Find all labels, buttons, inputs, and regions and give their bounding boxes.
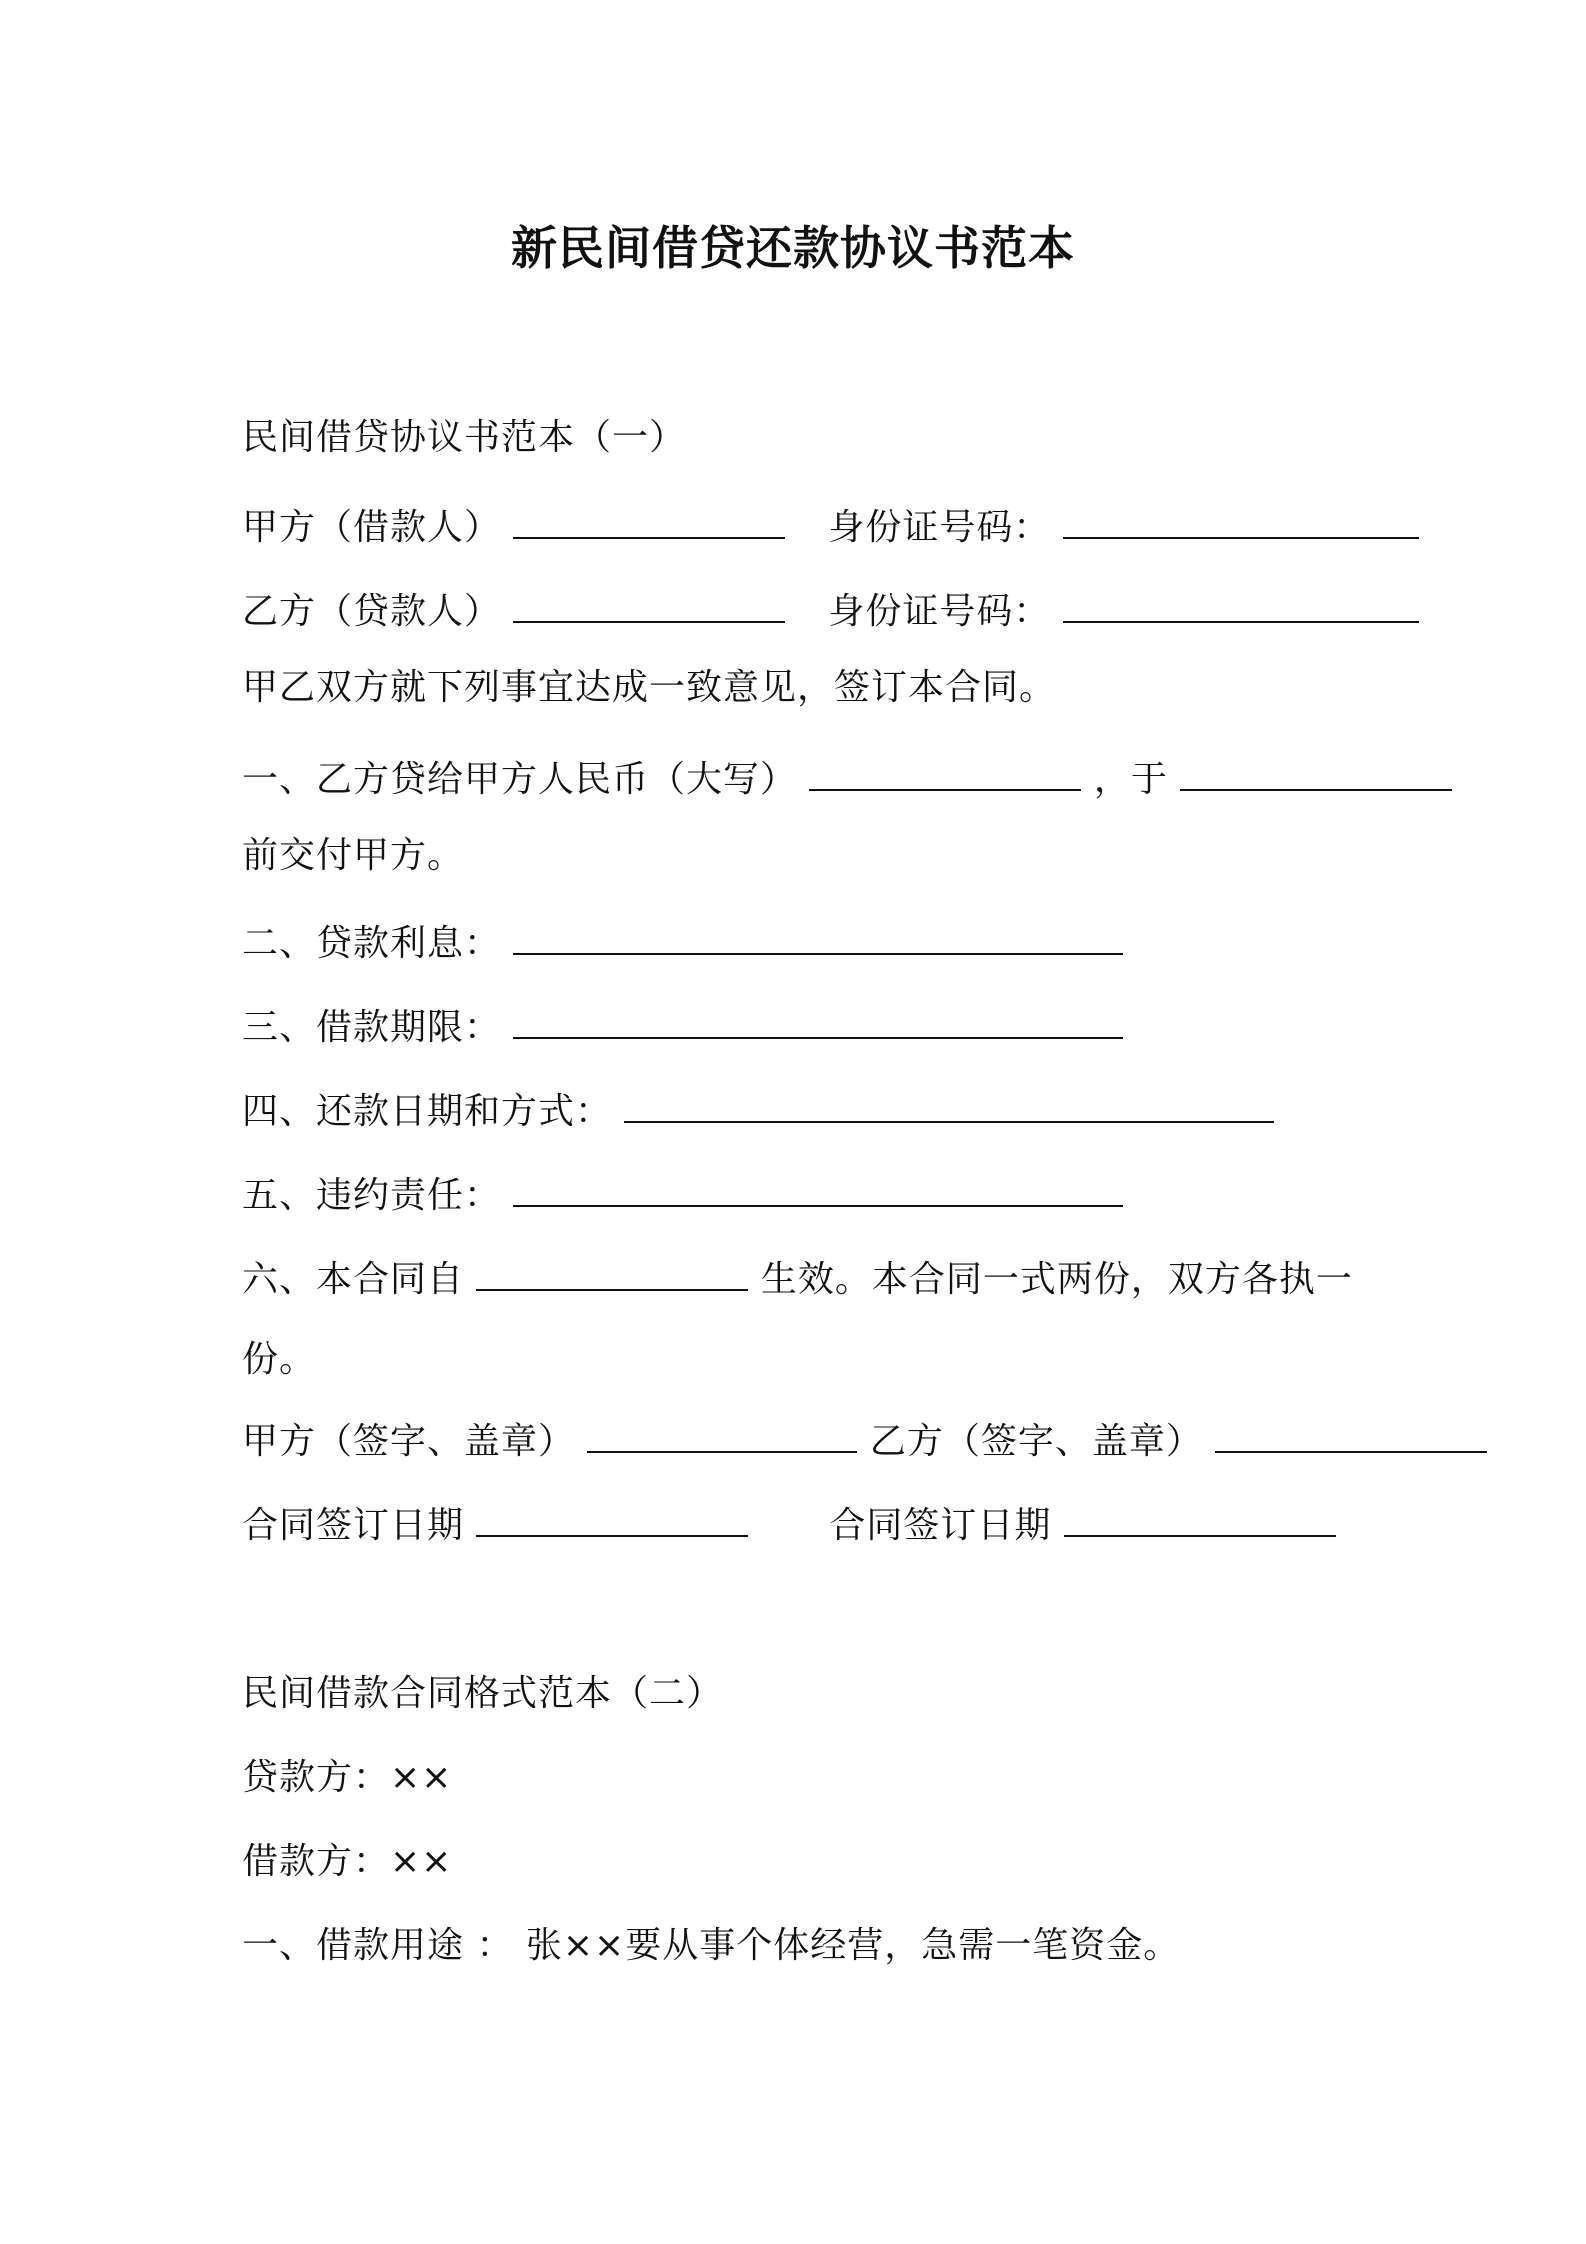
clause6-continuation: 份。	[242, 1339, 317, 1380]
party-b-label: 乙方（贷款人）	[242, 591, 502, 632]
clause2-row	[242, 922, 1123, 966]
party-b-row	[242, 590, 1419, 634]
sign-a-blank	[587, 1421, 857, 1453]
clause5-label: 五、违约责任：	[242, 1175, 502, 1216]
party-b-blank	[513, 591, 785, 623]
clause6-suffix: 生效。本合同一式两份，双方各执一	[760, 1259, 1353, 1300]
clause2-blank	[513, 923, 1123, 955]
sign-date-b-blank	[1064, 1505, 1336, 1537]
sign-date-row	[242, 1504, 1336, 1548]
section2-heading: 民间借款合同格式范本（二）	[242, 1673, 724, 1714]
sign-date-a-label: 合同签订日期	[242, 1505, 465, 1546]
party-a-row	[242, 506, 1419, 550]
clause3-blank	[513, 1007, 1123, 1039]
clause6-blank	[476, 1259, 748, 1291]
party-a-id-label: 身份证号码：	[828, 507, 1051, 548]
party-a-blank	[513, 507, 785, 539]
section1-heading: 民间借贷协议书范本（一）	[242, 417, 687, 458]
clause1-prefix: 一、乙方贷给甲方人民币（大写）	[242, 759, 798, 800]
section1-intro: 甲乙双方就下列事宜达成一致意见，签订本合同。	[242, 667, 1057, 708]
party-a-id-blank	[1063, 507, 1419, 539]
clause6-row	[242, 1258, 1353, 1302]
signature-row	[242, 1420, 1487, 1464]
clause3-row	[242, 1006, 1123, 1050]
party-b-id-label: 身份证号码：	[828, 591, 1051, 632]
clause1-continuation: 前交付甲方。	[242, 835, 465, 876]
clause1-row	[242, 758, 1452, 802]
clause3-label: 三、借款期限：	[242, 1007, 502, 1048]
clause4-blank	[624, 1091, 1274, 1123]
section2-lender: 贷款方：××	[242, 1757, 453, 1798]
sign-b-blank	[1215, 1421, 1487, 1453]
sign-b-label: 乙方（签字、盖章）	[869, 1421, 1203, 1462]
section2-borrower: 借款方：××	[242, 1841, 453, 1882]
document-title: 新民间借贷还款协议书范本	[511, 221, 1075, 275]
clause6-prefix: 六、本合同自	[242, 1259, 465, 1300]
clause2-label: 二、贷款利息：	[242, 923, 502, 964]
party-b-id-blank	[1063, 591, 1419, 623]
section2-clause1: 一、借款用途 ： 张××要从事个体经营，急需一笔资金。	[242, 1925, 1181, 1966]
clause5-row	[242, 1174, 1123, 1218]
clause1-amount-blank	[809, 759, 1081, 791]
clause1-mid: ，于	[1093, 759, 1168, 800]
clause1-date-blank	[1180, 759, 1452, 791]
sign-date-b-label: 合同签订日期	[829, 1505, 1052, 1546]
sign-date-a-blank	[476, 1505, 748, 1537]
party-a-label: 甲方（借款人）	[242, 507, 502, 548]
clause4-label: 四、还款日期和方式：	[242, 1091, 613, 1132]
clause4-row	[242, 1090, 1274, 1134]
sign-a-label: 甲方（签字、盖章）	[242, 1421, 576, 1462]
clause5-blank	[513, 1175, 1123, 1207]
